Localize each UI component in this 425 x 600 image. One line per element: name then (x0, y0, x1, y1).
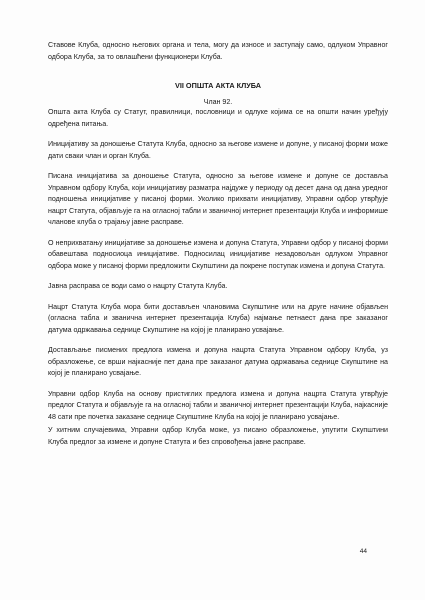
paragraph-urgent-cases: У хитним случајевима, Управни одбор Клуба може, уз писано образложење, упутити Скупштини Клуба предлог за измене и допуне Статута и без спровођења јавне расправе. (48, 426, 388, 446)
paragraph-non-acceptance: О неприхватању иницијативе за доношење измена и допуна Статута, Управни одбор у писаној форми обавештава подносиоца иницијативе. Подносилац иницијативе незадовољан одлуком Управног одбора може у писаној форми предложити Скупштини да покрене поступак измена и допуна Статута. (48, 238, 388, 270)
intro-paragraph: Ставове Клуба, односно његових органа и тела, могу да износе и заступају само, одлуком Управног одбора Клуба, за то овлашћени функционери Клуба. (48, 41, 388, 61)
paragraph-draft-delivery: Нацрт Статута Клуба мора бити достављен члановима Скупштине или на друге начине објављен (огласна табла и званична интернет презентација Клуба) најмање петнаест дана пре заказаног датума одржавања седнице Скупштине на којој је планирано усвајање. (48, 302, 388, 334)
section-title: VII ОПШТА АКТА КЛУБА (174, 81, 262, 90)
paragraph-written-proposals: Достављање писмених предлога измена и допуна нацрта Статута Управном одбору Клуба, уз образложење, се врши најкасније пет дана пре заказаног датума одржавања седнице Скупштине на којој је планирано усвајање. (48, 346, 388, 377)
paragraph-general-acts: Општа акта Клуба су Статут, правилници, пословници и одлуке којима се на општи начин уређују одређена питања. (48, 108, 388, 128)
paragraph-public-debate: Јавна расправа се води само о нацрту Статута Клуба. (48, 282, 228, 290)
page-number: 44 (359, 548, 367, 555)
paragraph-initiative: Иницијативу за доношење Статута Клуба, односно за његове измене и допуне, у писаној форми може дати сваки члан и орган Клуба. (48, 140, 388, 160)
article-label: Члан 92. (203, 98, 233, 106)
document-body (48, 40, 388, 457)
paragraph-board-proposal: Управни одбор Клуба на основу пристиглих предлога измена и допуна нацрта Статута утврђује предлог Статута и објављује га на огласној табли и званичној интернет презентацији Клуба, најкасније 48 сати пре почетка заказане седнице Скупштине Клуба на којој је планирано усвајање. (48, 389, 388, 421)
paragraph-written-initiative: Писана иницијатива за доношење Статута, односно за његове измене и допуне се доставља Управном одбору Клуба, који иницијативу разматра најдуже у периоду од десет дана од дана уредног подношења иницијативе у писаној форми. Уколико прихвати иницијативу, Управни одбор утврђује нацрт Статута, објављује га на огласној табли и званичној интернет презентацији Клуба и информише чланове клуба о трајању јавне расправе. (48, 172, 388, 226)
